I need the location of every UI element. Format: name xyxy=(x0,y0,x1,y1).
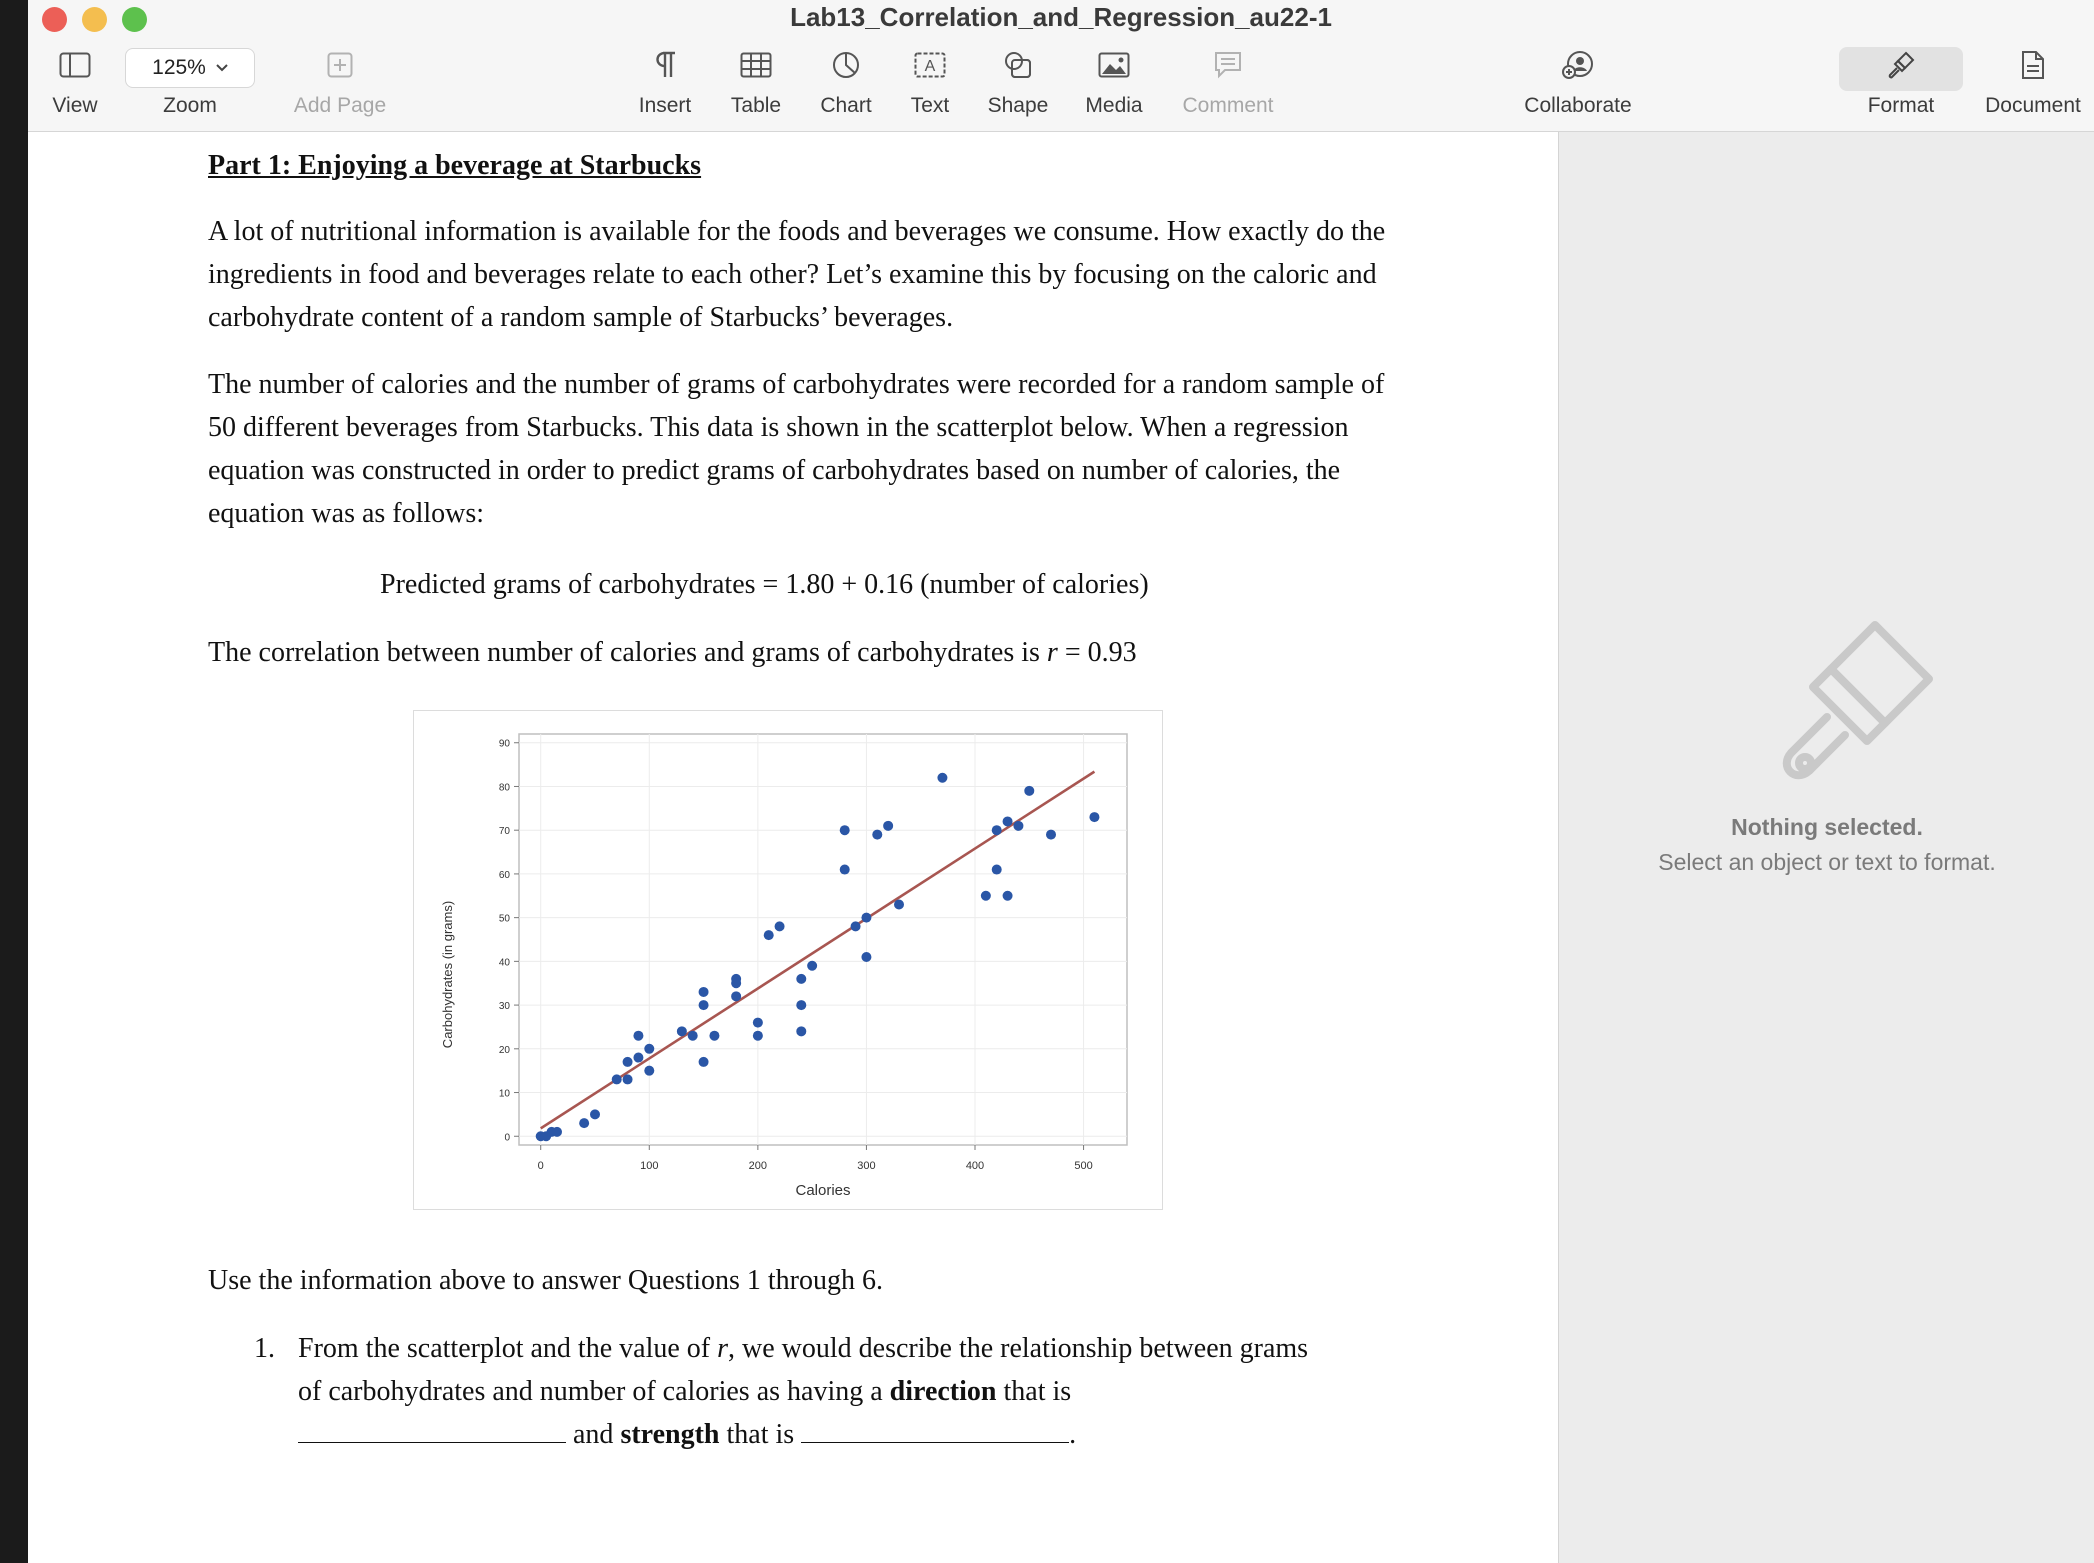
data-point xyxy=(699,1057,709,1067)
data-point xyxy=(992,865,1002,875)
data-point xyxy=(590,1109,600,1119)
x-tick-label: 200 xyxy=(748,1160,768,1172)
pie-chart-icon xyxy=(832,51,860,79)
data-point xyxy=(612,1074,622,1084)
question-1 xyxy=(254,1327,1414,1456)
q1-line3-a: and xyxy=(566,1419,621,1450)
data-point xyxy=(709,1031,719,1041)
y-tick-label: 10 xyxy=(498,1088,510,1100)
comment-label: Comment xyxy=(1182,94,1274,117)
data-point xyxy=(1003,816,1013,826)
x-tick-label: 300 xyxy=(857,1160,876,1172)
document-canvas[interactable] xyxy=(28,132,1558,1563)
data-point xyxy=(807,961,817,971)
data-point xyxy=(1024,786,1034,796)
data-point xyxy=(677,1026,687,1036)
document-button[interactable] xyxy=(1976,42,2090,126)
instructions: Use the information above to answer Questions 1 through 6. xyxy=(208,1265,883,1296)
direction-blank[interactable] xyxy=(298,1416,566,1443)
data-point xyxy=(840,825,850,835)
select-hint-label: Select an object or text to format. xyxy=(1658,849,1996,875)
q1-variable: r xyxy=(717,1333,729,1364)
data-point xyxy=(894,900,904,910)
x-tick-label: 500 xyxy=(1074,1160,1093,1172)
y-tick-label: 80 xyxy=(498,782,510,794)
q1-text-a: From the scatterplot and the value of xyxy=(298,1333,718,1364)
data-point xyxy=(688,1031,698,1041)
data-point xyxy=(731,991,741,1001)
data-point xyxy=(633,1053,643,1063)
data-point xyxy=(883,821,893,831)
data-point xyxy=(861,913,871,923)
add-page-button[interactable] xyxy=(290,42,390,126)
nothing-selected-label: Nothing selected. xyxy=(1731,814,1923,840)
comment-button[interactable] xyxy=(1176,42,1280,126)
q1-strength: strength xyxy=(620,1419,720,1450)
x-tick-label: 0 xyxy=(537,1160,544,1172)
insert-label: Insert xyxy=(638,94,692,117)
add-page-label: Add Page xyxy=(293,94,387,117)
data-point xyxy=(1003,891,1013,901)
sidebar-view-icon xyxy=(59,52,91,78)
svg-text:A: A xyxy=(924,58,936,75)
data-point xyxy=(644,1044,654,1054)
media-button[interactable] xyxy=(1074,42,1154,126)
y-tick-label: 20 xyxy=(498,1044,510,1056)
zoom-value: 125% xyxy=(152,56,206,79)
view-button[interactable] xyxy=(40,42,110,126)
q1-line2-b: that is xyxy=(996,1376,1072,1407)
shape-icon xyxy=(1003,51,1033,79)
part-heading: Part 1: Enjoying a beverage at Starbucks xyxy=(208,150,702,181)
data-point xyxy=(851,921,861,931)
data-point xyxy=(552,1127,562,1137)
zoom-label: Zoom xyxy=(163,94,217,117)
data-point xyxy=(753,1018,763,1028)
y-tick-label: 60 xyxy=(498,869,510,881)
shape-label: Shape xyxy=(987,94,1049,117)
data-point xyxy=(699,1000,709,1010)
q1-end: . xyxy=(1069,1419,1077,1450)
text-box-icon xyxy=(914,52,946,78)
data-point xyxy=(644,1066,654,1076)
chart-label: Chart xyxy=(820,94,872,117)
text-label: Text xyxy=(910,94,950,117)
table-icon xyxy=(740,52,772,78)
correlation-prefix: The correlation between number of calories and grams of carbohydrates is xyxy=(208,637,1047,668)
paintbrush-placeholder-icon xyxy=(1777,617,1937,787)
view-label: View xyxy=(52,94,98,117)
format-label: Format xyxy=(1867,94,1935,117)
correlation-variable: r xyxy=(1046,637,1058,668)
media-label: Media xyxy=(1085,94,1143,117)
y-tick-label: 40 xyxy=(498,957,510,969)
data-point xyxy=(796,1000,806,1010)
data-point xyxy=(796,974,806,984)
add-page-icon xyxy=(327,52,353,78)
table-label: Table xyxy=(730,94,782,117)
collaborate-icon xyxy=(1562,50,1594,80)
format-button[interactable] xyxy=(1839,42,1963,126)
y-tick-label: 30 xyxy=(498,1001,510,1013)
x-tick-label: 100 xyxy=(640,1160,659,1172)
data-point xyxy=(623,1074,633,1084)
window-title: Lab13_Correlation_and_Regression_au22-1 xyxy=(790,2,1332,32)
question-number: 1. xyxy=(254,1333,275,1364)
document-icon xyxy=(2021,50,2045,80)
x-axis-label: Calories xyxy=(795,1182,851,1199)
data-paragraph: The number of calories and the number of grams of carbohydrates were recorded for a random sample of 50 different beverages from Starbucks. This data is shown in the scatterplot below. When a regression equation was constructed in order to predict grams of carbohydrates based on number of calories, the equation was as follows: xyxy=(208,369,1385,529)
data-point xyxy=(623,1057,633,1067)
text-button[interactable] xyxy=(890,42,970,126)
intro-paragraph: A lot of nutritional information is available for the foods and beverages we consume. How exactly do the ingredients in food and beverages relate to each other? Let’s examine this by focusing on the caloric and carbohydrate content of a random sample of Starbucks’ beverages. xyxy=(208,216,1386,333)
zoom-label-wrap xyxy=(150,42,230,126)
collaborate-label: Collaborate xyxy=(1524,94,1632,117)
data-point xyxy=(1046,830,1056,840)
y-tick-label: 0 xyxy=(504,1132,510,1144)
media-icon xyxy=(1098,52,1130,78)
scatterplot-image[interactable] xyxy=(413,710,1163,1210)
comment-icon xyxy=(1213,51,1243,79)
insert-button[interactable] xyxy=(625,42,705,126)
data-point xyxy=(861,952,871,962)
data-point xyxy=(840,865,850,875)
q1-direction: direction xyxy=(889,1376,997,1407)
correlation-statement xyxy=(208,631,1137,674)
y-axis-label: Carbohydrates (in grams) xyxy=(440,900,455,1049)
data-point xyxy=(764,930,774,940)
data-point xyxy=(775,921,785,931)
data-point xyxy=(699,987,709,997)
shape-button[interactable] xyxy=(976,42,1060,126)
correlation-value: = 0.93 xyxy=(1057,637,1137,668)
q1-text-b: , we would describe the relationship between grams xyxy=(728,1333,1309,1364)
data-point xyxy=(992,825,1002,835)
q1-line3-b: that is xyxy=(719,1419,802,1450)
y-tick-label: 70 xyxy=(498,826,510,838)
format-sidebar xyxy=(1558,132,2094,1563)
paintbrush-icon xyxy=(1886,50,1916,80)
data-point xyxy=(981,891,991,901)
data-point xyxy=(1089,812,1099,822)
data-point xyxy=(633,1031,643,1041)
table-button[interactable] xyxy=(716,42,796,126)
data-point xyxy=(579,1118,589,1128)
chart-button[interactable] xyxy=(806,42,886,126)
q1-line2-a: of carbohydrates and number of calories as having a xyxy=(298,1376,890,1407)
scatterplot-chart xyxy=(414,711,1162,1209)
data-point xyxy=(753,1031,763,1041)
regression-equation: Predicted grams of carbohydrates = 1.80 + 0.16 (number of calories) xyxy=(380,569,1149,600)
strength-blank[interactable] xyxy=(801,1416,1069,1443)
y-tick-label: 90 xyxy=(498,738,510,750)
data-point xyxy=(872,830,882,840)
x-tick-label: 400 xyxy=(965,1160,985,1172)
document-label: Document xyxy=(1985,94,2081,117)
toolbar xyxy=(28,0,2094,132)
data-point xyxy=(937,773,947,783)
data-point xyxy=(731,978,741,988)
data-point xyxy=(796,1026,806,1036)
collaborate-button[interactable] xyxy=(1508,42,1648,126)
y-tick-label: 50 xyxy=(498,913,510,925)
data-point xyxy=(1013,821,1023,831)
pages-window xyxy=(28,0,2094,1563)
pilcrow-icon xyxy=(653,51,677,79)
